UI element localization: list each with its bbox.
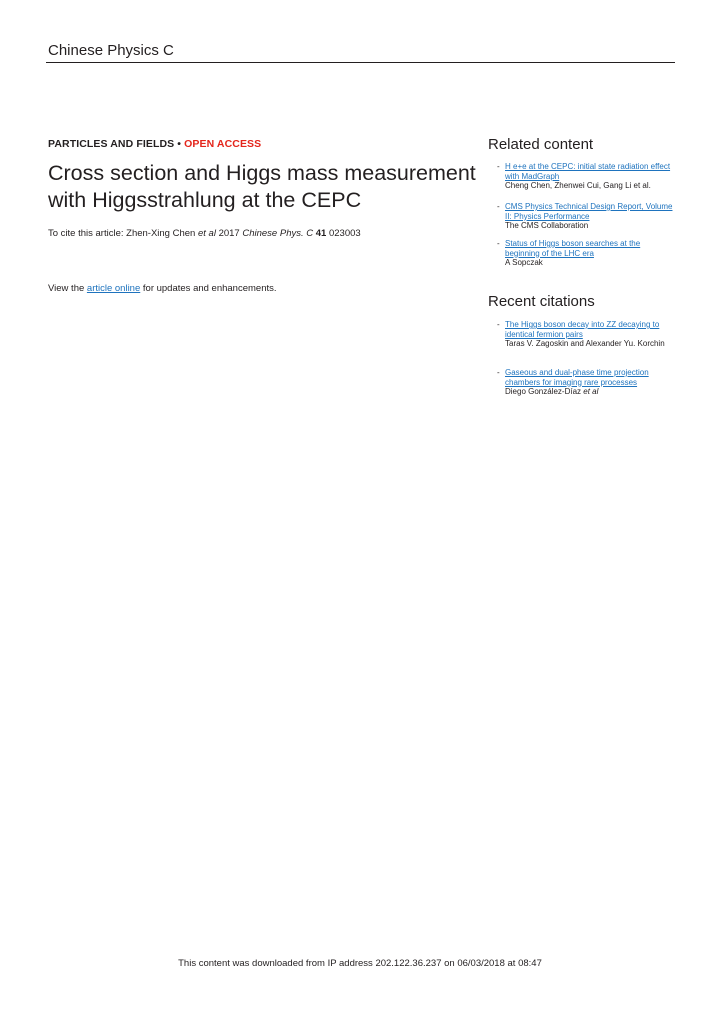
- citation-prefix: To cite this article: Zhen-Xing Chen: [48, 228, 196, 239]
- citation-volume: 41: [315, 228, 327, 239]
- related-item-authors: The CMS Collaboration: [505, 221, 589, 231]
- view-prefix: View the: [48, 283, 85, 294]
- journal-title: Chinese Physics C: [48, 42, 174, 59]
- citation-item: [497, 368, 675, 397]
- related-item-authors: A Sopczak: [505, 258, 543, 268]
- header-divider: [46, 62, 675, 63]
- view-suffix: for updates and enhancements.: [142, 283, 277, 294]
- citation-line: [48, 228, 361, 239]
- related-item-link[interactable]: Status of Higgs boson searches at the beginning of the LHC era: [505, 239, 641, 258]
- related-item-link[interactable]: H e+e at the CEPC: initial state radiation effect with MadGraph: [505, 162, 671, 181]
- list-dash: -: [497, 162, 500, 171]
- citation-number: 023003: [328, 228, 361, 239]
- related-item: [497, 202, 675, 231]
- citation-item: [497, 320, 675, 349]
- related-item-authors: Cheng Chen, Zhenwei Cui, Gang Li et al.: [505, 181, 651, 191]
- citation-item-link[interactable]: Gaseous and dual-phase time projection chambers for imaging rare processes: [505, 368, 649, 387]
- download-footer: This content was downloaded from IP address 202.122.36.237 on 06/03/2018 at 08:47: [178, 958, 542, 969]
- kicker-separator: •: [177, 138, 182, 150]
- list-dash: -: [497, 368, 500, 377]
- related-item: [497, 239, 675, 268]
- article-title: Cross section and Higgs mass measurement with Higgsstrahlung at the CEPC: [48, 161, 476, 212]
- citation-item-etal: et al: [583, 387, 599, 397]
- related-item-link[interactable]: CMS Physics Technical Design Report, Volume II: Physics Performance: [505, 202, 673, 221]
- related-item: [497, 162, 675, 191]
- citation-year: 2017: [218, 228, 240, 239]
- citation-item-authors: Diego González-Díaz: [505, 387, 582, 397]
- citation-item-authors: Taras V. Zagoskin and Alexander Yu. Korchin: [505, 339, 665, 349]
- list-dash: -: [497, 202, 500, 211]
- citation-item-link[interactable]: The Higgs boson decay into ZZ decaying to identical fermion pairs: [505, 320, 660, 339]
- list-dash: -: [497, 320, 500, 329]
- view-online-line: [48, 283, 277, 294]
- citation-etal: et al: [197, 228, 216, 239]
- open-access-badge: OPEN ACCESS: [184, 138, 262, 150]
- section-label: PARTICLES AND FIELDS: [48, 138, 175, 150]
- list-dash: -: [497, 239, 500, 248]
- article-online-link[interactable]: article online: [86, 283, 141, 294]
- recent-citations-heading: Recent citations: [488, 293, 595, 310]
- related-content-heading: Related content: [488, 136, 594, 153]
- article-kicker: [48, 138, 261, 150]
- citation-journal: Chinese Phys. C: [242, 228, 314, 239]
